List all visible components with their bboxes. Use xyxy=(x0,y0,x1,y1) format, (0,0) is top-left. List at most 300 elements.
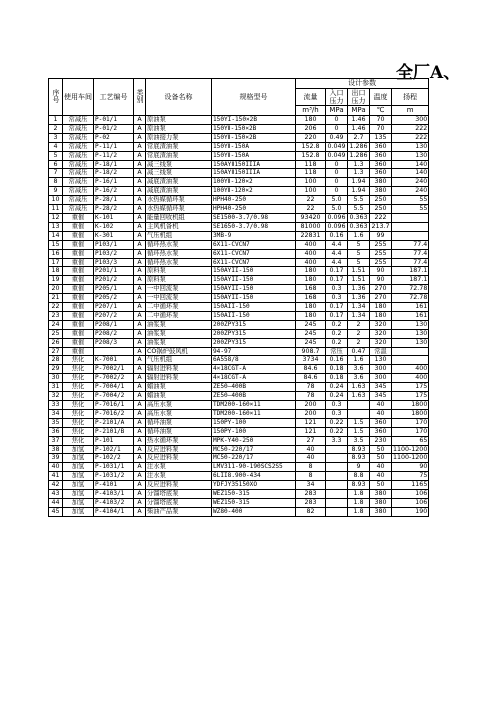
cell-code: P-7016/1 xyxy=(94,401,134,410)
cell-name: 减三线泵 xyxy=(146,169,212,178)
cell-seq: 32 xyxy=(49,392,63,401)
table-row xyxy=(49,418,429,427)
cell-code: P-7004/2 xyxy=(94,392,134,401)
cell-flow: 22 xyxy=(296,196,326,205)
cell-head: 187.1 xyxy=(392,276,429,285)
cell-inlet: 0.24 xyxy=(326,383,348,392)
cell-inlet: 0.17 xyxy=(326,276,348,285)
cell-model: 6LII8.900-434 xyxy=(212,472,296,481)
cell-model: 150PY-100 xyxy=(212,418,296,427)
cell-model: 6X11-CVCN7 xyxy=(212,258,296,267)
cell-code: P-28/1 xyxy=(94,196,134,205)
cell-flow: 180 xyxy=(296,311,326,320)
cell-class: A xyxy=(134,347,146,356)
cell-seq: 43 xyxy=(49,490,63,499)
cell-temp: 360 xyxy=(370,418,392,427)
cell-temp: 300 xyxy=(370,365,392,374)
cell-model: 200ZPY315 xyxy=(212,329,296,338)
table-row xyxy=(49,249,429,258)
cell-outlet: 3.6 xyxy=(348,365,370,374)
cell-model: LMV311-90-190SCS2S5 xyxy=(212,463,296,472)
cell-class: A xyxy=(134,418,146,427)
cell-inlet xyxy=(326,445,348,454)
cell-inlet xyxy=(326,507,348,516)
cell-unit: 常减压 xyxy=(63,178,94,187)
cell-head: 77.4 xyxy=(392,240,429,249)
cell-class: A xyxy=(134,427,146,436)
cell-code: P201/1 xyxy=(94,267,134,276)
cell-inlet: 0.16 xyxy=(326,356,348,365)
cell-unit: 重催 xyxy=(63,294,94,303)
cell-flow: 220 xyxy=(296,133,326,142)
cell-outlet: 0.363 xyxy=(349,222,368,230)
cell-flow: 93420 xyxy=(296,213,326,222)
cell-flow: 121 xyxy=(296,427,326,436)
unit-head: m xyxy=(392,106,429,116)
cell-unit: 加氢 xyxy=(63,498,94,507)
table-row xyxy=(49,454,429,463)
cell-class: A xyxy=(134,133,146,142)
cell-unit: 常减压 xyxy=(63,160,94,169)
cell-code xyxy=(94,347,134,356)
cell-class: A xyxy=(134,338,146,347)
cell-class: A xyxy=(134,472,146,481)
cell-name: 原油接力泵 xyxy=(146,133,212,142)
cell-unit: 重催 xyxy=(63,338,94,347)
header-code: 工艺编号 xyxy=(94,79,134,116)
cell-head: 400 xyxy=(392,365,429,374)
cell-unit: 加氢 xyxy=(63,507,94,516)
cell-flow: 283 xyxy=(296,498,326,507)
cell-inlet: 0.17 xyxy=(326,303,348,312)
cell-head: 106 xyxy=(392,490,429,499)
cell-temp: 50 xyxy=(370,445,392,454)
cell-unit: 加氢 xyxy=(63,490,94,499)
cell-head: 190 xyxy=(392,507,429,516)
cell-name: 二中循环泵 xyxy=(146,311,212,320)
cell-head: 240 xyxy=(392,178,429,187)
cell-code: P205/2 xyxy=(94,294,134,303)
cell-flow: 245 xyxy=(296,338,326,347)
cell-class: A xyxy=(134,409,146,418)
cell-temp: 255 xyxy=(370,258,392,267)
header-seq: 序号 xyxy=(49,79,63,116)
unit-flow: m³/h xyxy=(296,106,326,116)
cell-inlet: 0.22 xyxy=(326,427,348,436)
cell-name: 循环油泵 xyxy=(146,427,212,436)
cell-name: 原油泵 xyxy=(146,124,212,133)
cell-model: 100YⅡ-120×2 xyxy=(212,187,296,196)
cell-model: 150AII-150 xyxy=(212,311,296,320)
cell-class: A xyxy=(134,507,146,516)
cell-inlet: 0.16 xyxy=(326,231,348,240)
cell-seq: 31 xyxy=(49,383,63,392)
cell-inlet xyxy=(326,481,348,490)
cell-seq: 5 xyxy=(49,151,63,160)
cell-name: 蜡油泵 xyxy=(146,383,212,392)
table-row xyxy=(49,392,429,401)
cell-outlet: 5 xyxy=(348,240,370,249)
table-row xyxy=(49,427,429,436)
cell-model: MC50-220/17 xyxy=(212,445,296,454)
cell-outlet: 1.8 xyxy=(348,507,370,516)
cell-inlet: 0.3 xyxy=(326,401,348,410)
table-row xyxy=(49,142,429,151)
cell-outlet: 1.34 xyxy=(348,303,370,312)
cell-unit: 重催 xyxy=(63,240,94,249)
cell-code: P-11/2 xyxy=(94,151,134,160)
cell-seq: 33 xyxy=(49,401,63,410)
cell-temp: 300 xyxy=(370,374,392,383)
cell-name: 高压水泵 xyxy=(146,401,212,410)
header-design: 设计参数 xyxy=(296,79,429,89)
cell-seq: 1 xyxy=(49,116,63,125)
cell-outlet: 1.46 xyxy=(348,124,370,133)
cell-outlet: 1.5 xyxy=(348,427,370,436)
cell-outlet: 1.286 xyxy=(349,151,368,159)
unit-inlet: MPa xyxy=(326,106,348,116)
cell-seq: 13 xyxy=(49,222,63,231)
cell-class: A xyxy=(134,320,146,329)
cell-outlet: 5 xyxy=(348,258,370,267)
cell-seq: 39 xyxy=(49,454,63,463)
cell-unit: 焦化 xyxy=(63,383,94,392)
cell-inlet xyxy=(326,463,348,472)
cell-class: A xyxy=(134,365,146,374)
cell-temp: 250 xyxy=(370,205,392,214)
cell-name: 循环热水泵 xyxy=(146,240,212,249)
cell-class: A xyxy=(134,383,146,392)
cell-head: 72.78 xyxy=(392,285,429,294)
cell-temp: 40 xyxy=(370,409,392,418)
table-row xyxy=(49,196,429,205)
cell-model: 150AYII-150 xyxy=(212,285,296,294)
cell-model: YDFJY35150XO xyxy=(212,481,296,490)
cell-code: P-4103/1 xyxy=(94,490,134,499)
cell-outlet: 3.5 xyxy=(348,436,370,445)
cell-flow: 180 xyxy=(296,116,326,125)
cell-outlet: 0.47 xyxy=(348,347,370,356)
cell-model: WEZ150-315 xyxy=(212,490,296,499)
cell-model: 6X11-CVCN7 xyxy=(212,249,296,258)
cell-class: A xyxy=(134,267,146,276)
cell-seq: 7 xyxy=(49,169,63,178)
cell-flow: 78 xyxy=(296,392,326,401)
table-row xyxy=(49,213,429,222)
cell-head: 400 xyxy=(392,374,429,383)
cell-seq: 37 xyxy=(49,436,63,445)
cell-seq: 26 xyxy=(49,338,63,347)
cell-temp: 40 xyxy=(370,472,392,481)
cell-head: 170 xyxy=(392,427,429,436)
cell-name: 注水泵 xyxy=(146,463,212,472)
cell-inlet: 常压 xyxy=(326,347,348,356)
cell-name: 气压机组 xyxy=(146,356,212,365)
cell-model: 150AYⅡ150IIIA xyxy=(212,160,296,169)
cell-model: MC50-220/17 xyxy=(212,454,296,463)
cell-head: 65 xyxy=(392,436,429,445)
table-row xyxy=(49,409,429,418)
cell-class: A xyxy=(134,401,146,410)
cell-temp: 380 xyxy=(370,490,392,499)
table-row xyxy=(49,374,429,383)
cell-flow: 81000 xyxy=(296,222,326,231)
cell-inlet: 4.4 xyxy=(326,249,348,258)
cell-name: 二中循环泵 xyxy=(146,303,212,312)
cell-flow: 40 xyxy=(296,454,326,463)
cell-name: 油浆泵 xyxy=(146,320,212,329)
cell-seq: 4 xyxy=(49,142,63,151)
cell-flow: 40 xyxy=(296,445,326,454)
cell-outlet: 8.93 xyxy=(348,454,370,463)
cell-unit: 焦化 xyxy=(63,401,94,410)
cell-name: 水热媒循环泵 xyxy=(146,205,212,214)
cell-head: 240 xyxy=(392,187,429,196)
cell-name: 减底渣油泵 xyxy=(146,187,212,196)
cell-unit: 加氢 xyxy=(63,454,94,463)
table-row xyxy=(49,124,429,133)
cell-model: 100YⅡ-120×2 xyxy=(212,178,296,187)
table-row xyxy=(49,294,429,303)
cell-temp: 380 xyxy=(370,178,392,187)
header-unit: 使用车间 xyxy=(63,79,94,116)
cell-flow: 200 xyxy=(296,409,326,418)
cell-flow: 84.6 xyxy=(296,374,326,383)
cell-flow: 908.7 xyxy=(296,347,326,356)
cell-seq: 42 xyxy=(49,481,63,490)
cell-inlet: 0.24 xyxy=(326,392,348,401)
cell-unit: 加氢 xyxy=(63,445,94,454)
cell-temp: 180 xyxy=(370,303,392,312)
cell-unit: 常减压 xyxy=(63,187,94,196)
cell-code: P-4103/2 xyxy=(94,498,134,507)
cell-inlet: 0.2 xyxy=(326,338,348,347)
cell-seq: 20 xyxy=(49,285,63,294)
cell-code: P-7004/1 xyxy=(94,383,134,392)
cell-name: 原油泵 xyxy=(146,116,212,125)
cell-unit: 焦化 xyxy=(63,427,94,436)
cell-head xyxy=(392,347,429,356)
cell-outlet: 1.36 xyxy=(348,285,370,294)
cell-unit: 焦化 xyxy=(63,418,94,427)
cell-model: 150YI-150×2B xyxy=(212,116,296,125)
cell-seq: 29 xyxy=(49,365,63,374)
cell-name: 辐射进料泵 xyxy=(146,374,212,383)
cell-model: 150YⅡ-150×2B xyxy=(212,124,296,133)
cell-code: K-7001 xyxy=(94,356,134,365)
table-row xyxy=(49,276,429,285)
table-row xyxy=(49,490,429,499)
cell-flow: 82 xyxy=(296,507,326,516)
cell-flow: 168 xyxy=(296,294,326,303)
cell-code: P-4104/1 xyxy=(94,507,134,516)
cell-model: 94-97 xyxy=(212,347,296,356)
cell-inlet: 0.18 xyxy=(326,365,348,374)
cell-name: 反应进料泵 xyxy=(146,481,212,490)
cell-head: 1800 xyxy=(392,401,429,410)
cell-seq: 30 xyxy=(49,374,63,383)
cell-flow: 100 xyxy=(296,178,326,187)
cell-outlet: 1.63 xyxy=(348,392,370,401)
cell-name: 循环油泵 xyxy=(146,418,212,427)
cell-name: 循环热水泵 xyxy=(146,258,212,267)
cell-head: 130 xyxy=(392,320,429,329)
cell-outlet: 5.5 xyxy=(348,196,370,205)
cell-seq: 36 xyxy=(49,427,63,436)
cell-model: 200ZPY315 xyxy=(212,320,296,329)
cell-inlet: 0.049 xyxy=(327,142,346,150)
cell-outlet: 1.94 xyxy=(348,178,370,187)
cell-flow: 400 xyxy=(296,240,326,249)
cell-temp: 360 xyxy=(370,142,392,151)
table-row xyxy=(49,240,429,249)
cell-unit: 加氢 xyxy=(63,472,94,481)
cell-code: P-1031/1 xyxy=(94,463,134,472)
cell-model: MPK-Y40-250 xyxy=(212,436,296,445)
cell-unit: 常减压 xyxy=(63,196,94,205)
cell-inlet: 0 xyxy=(326,187,348,196)
cell-temp: 360 xyxy=(370,169,392,178)
cell-class: A xyxy=(134,454,146,463)
cell-flow: 22831 xyxy=(296,231,326,240)
cell-class: A xyxy=(134,329,146,338)
cell-code: P208/1 xyxy=(94,320,134,329)
cell-model: 150AYII-150 xyxy=(212,294,296,303)
cell-model: WEZ150-315 xyxy=(212,498,296,507)
cell-head: 72.78 xyxy=(392,294,429,303)
cell-seq: 19 xyxy=(49,276,63,285)
cell-inlet: 0.17 xyxy=(326,267,348,276)
page-title: 全厂A、 xyxy=(396,63,461,83)
table-row xyxy=(49,231,429,240)
cell-head: 130 xyxy=(392,142,429,151)
cell-outlet xyxy=(348,409,370,418)
header-head: 扬程 xyxy=(392,89,429,106)
cell-model: 4×18CGT-A xyxy=(212,365,296,374)
cell-temp: 380 xyxy=(370,187,392,196)
cell-unit: 焦化 xyxy=(63,436,94,445)
cell-unit: 焦化 xyxy=(63,392,94,401)
cell-model: 150AYⅡ150IIIA xyxy=(212,169,296,178)
cell-flow: 3734 xyxy=(296,356,326,365)
cell-inlet: 0.2 xyxy=(326,329,348,338)
cell-seq: 23 xyxy=(49,311,63,320)
cell-temp: 345 xyxy=(370,392,392,401)
cell-temp: 320 xyxy=(370,320,392,329)
cell-model: 150PY-100 xyxy=(212,427,296,436)
cell-head: 55 xyxy=(392,196,429,205)
table-row xyxy=(49,401,429,410)
cell-seq: 3 xyxy=(49,133,63,142)
cell-name: 原料泵 xyxy=(146,267,212,276)
cell-unit: 常减压 xyxy=(63,205,94,214)
header-temp: 温度 xyxy=(370,89,392,106)
cell-flow: 152.8 xyxy=(296,151,326,160)
header-class: 类别 xyxy=(134,79,146,116)
cell-temp: 213.7 xyxy=(371,222,390,230)
table-row xyxy=(49,187,429,196)
cell-head: 175 xyxy=(392,383,429,392)
cell-name: 分馏塔底泵 xyxy=(146,490,212,499)
cell-name: 能量回收机组 xyxy=(146,213,212,222)
cell-outlet: 1.94 xyxy=(348,187,370,196)
cell-flow: 118 xyxy=(296,169,326,178)
cell-unit: 常减压 xyxy=(63,169,94,178)
cell-temp: 90 xyxy=(370,267,392,276)
cell-inlet: 0.18 xyxy=(326,374,348,383)
cell-outlet: 1.3 xyxy=(348,160,370,169)
unit-outlet: MPa xyxy=(348,106,370,116)
cell-seq: 40 xyxy=(49,463,63,472)
cell-seq: 10 xyxy=(49,196,63,205)
cell-name: 油浆泵 xyxy=(146,329,212,338)
cell-name: 减三线泵 xyxy=(146,160,212,169)
cell-unit: 重催 xyxy=(63,213,94,222)
table-row xyxy=(49,347,429,356)
cell-temp: 255 xyxy=(370,240,392,249)
table-row xyxy=(49,365,429,374)
table-row xyxy=(49,303,429,312)
cell-seq: 11 xyxy=(49,205,63,214)
cell-code: P207/2 xyxy=(94,311,134,320)
table-row xyxy=(49,267,429,276)
table-row xyxy=(49,133,429,142)
cell-seq: 28 xyxy=(49,356,63,365)
cell-outlet: 3.6 xyxy=(348,374,370,383)
cell-temp: 360 xyxy=(370,427,392,436)
cell-unit: 重催 xyxy=(63,249,94,258)
cell-name: 循环热水泵 xyxy=(146,249,212,258)
cell-unit: 焦化 xyxy=(63,374,94,383)
cell-class: A xyxy=(134,463,146,472)
header-model: 规格型号 xyxy=(212,79,296,116)
cell-code: K-102 xyxy=(94,222,134,231)
cell-unit: 重催 xyxy=(63,303,94,312)
cell-outlet: 1.6 xyxy=(348,231,370,240)
cell-outlet: 1.46 xyxy=(348,116,370,125)
table-row xyxy=(49,205,429,214)
cell-model: HPH40-250 xyxy=(212,196,296,205)
table-row xyxy=(49,258,429,267)
table-row xyxy=(49,151,429,160)
table-row xyxy=(49,498,429,507)
cell-temp: 40 xyxy=(370,463,392,472)
cell-inlet: 5.0 xyxy=(326,205,348,214)
cell-outlet: 1.36 xyxy=(348,294,370,303)
cell-code: P-7016/2 xyxy=(94,409,134,418)
cell-inlet: 0 xyxy=(326,124,348,133)
cell-code: P-01/2 xyxy=(94,124,134,133)
cell-name: 减底渣油泵 xyxy=(146,178,212,187)
cell-head: 161 xyxy=(392,311,429,320)
table-row xyxy=(49,160,429,169)
cell-inlet: 0.2 xyxy=(326,320,348,329)
cell-code: P-01/1 xyxy=(94,116,134,125)
cell-model: 200ZPY315 xyxy=(212,338,296,347)
cell-code: P-4101 xyxy=(94,481,134,490)
cell-unit: 重催 xyxy=(63,311,94,320)
cell-unit: 焦化 xyxy=(63,409,94,418)
cell-temp: 270 xyxy=(370,285,392,294)
cell-temp: 70 xyxy=(370,124,392,133)
cell-class: A xyxy=(134,151,146,160)
cell-flow: 245 xyxy=(296,329,326,338)
cell-unit: 常减压 xyxy=(63,142,94,151)
cell-class: A xyxy=(134,160,146,169)
cell-code: P201/2 xyxy=(94,276,134,285)
cell-temp: 常温 xyxy=(370,347,392,356)
cell-head: 75 xyxy=(392,472,429,481)
